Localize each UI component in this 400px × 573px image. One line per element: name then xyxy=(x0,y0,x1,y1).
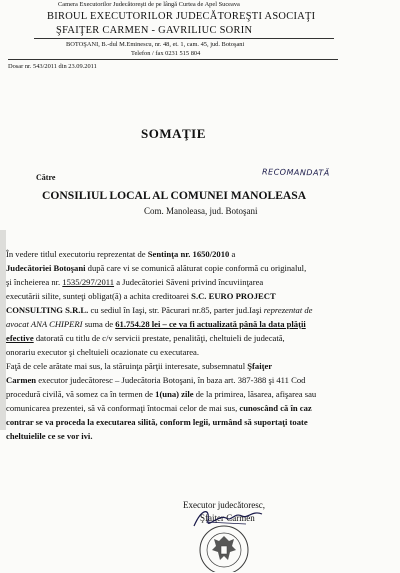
recipient-label: Către xyxy=(36,173,56,182)
deadline: 1(una) zile xyxy=(155,389,194,399)
recipient-address: Com. Manoleasa, jud. Botoşani xyxy=(144,206,258,216)
conclusion-number: 1535/297/2011 xyxy=(62,277,115,287)
text: În vedere titlul executoriu reprezentat de xyxy=(6,249,148,259)
header-address: BOTOŞANI, B.-dul M.Eminescu, nr. 48, et. 1, cam. 45, jud. Botoşani xyxy=(66,41,245,48)
p1-line-4 xyxy=(6,291,276,301)
p2-line-1 xyxy=(6,361,272,371)
header-office: BIROUL EXECUTORILOR JUDECĂTOREŞTI ASOCIAŢI xyxy=(47,11,316,22)
executor-name-cont: Carmen xyxy=(6,375,37,385)
p1-line-2 xyxy=(6,263,306,273)
text: de la primirea, lăsarea, afişarea sau xyxy=(193,389,317,399)
text: comunicarea prezentei, să vă conformaţi întocmai celor de mai sus, xyxy=(6,403,240,413)
p1-line-7 xyxy=(6,333,285,343)
executor-name: Şfaiţer xyxy=(247,361,273,371)
signature-name: Şfaiţer Carmen xyxy=(200,513,255,523)
text: a Judecătoriei Săveni privind încuviinţarea xyxy=(114,277,264,287)
creditor-name: S.C. EURO PROJECT xyxy=(191,291,276,301)
text: suma de xyxy=(82,319,116,329)
text: executării silite, sunteţi obligat(ă) a achita creditoarei xyxy=(6,291,192,301)
recipient-name: CONSILIUL LOCAL AL COMUNEI MANOLEASA xyxy=(42,189,307,202)
text: a xyxy=(229,249,236,259)
text: după care vi se comunică alăturat copie conformă cu originalul, xyxy=(85,263,307,273)
p1-line-3 xyxy=(6,277,263,287)
lawyer-name: avocat ANA CHIPERI xyxy=(6,319,83,329)
header-names: ŞFAIŢER CARMEN - GAVRILIUC SORIN xyxy=(56,25,253,36)
p2-line-4 xyxy=(6,403,312,413)
text: cu sediul în Iaşi, str. Păcurari nr.85, parter jud.Iaşi xyxy=(88,305,264,315)
p2-line-6: cheltuielile ce se vor ivi. xyxy=(6,431,93,441)
official-seal-icon xyxy=(196,522,252,572)
header-rule-2 xyxy=(8,59,338,60)
document-title: SOMAŢIE xyxy=(141,126,206,141)
p2-line-2 xyxy=(6,375,305,385)
warning: cunoscând că în caz xyxy=(239,403,312,413)
p1-line-5 xyxy=(6,305,313,315)
p1-line-8: onorariu executor şi cheltuieli ocazionate cu executarea. xyxy=(6,347,200,357)
header-phone: Telefon / fax 0231 515 804 xyxy=(131,50,201,57)
scan-margin-shadow xyxy=(0,230,6,430)
handwritten-recommended: RECOMANDATĂ xyxy=(261,167,330,178)
p1-line-1 xyxy=(6,249,235,259)
text: executor judecătoresc – Judecătoria Botoşani, în baza art. 387-388 şi 411 Cod xyxy=(36,375,306,385)
text: procedură civilă, vă somez ca în termen de xyxy=(6,389,156,399)
dosar-number: Dosar nr. 543/2011 din 23.09.2011 xyxy=(8,63,97,70)
p2-line-5: contrar se va proceda la executarea silită, conform legii, urmând să suportaţi toate xyxy=(6,417,308,427)
text: şi încheierea nr. xyxy=(6,277,63,287)
p1-line-6 xyxy=(6,319,306,329)
text: Faţă de cele arătate mai sus, la stăruinţa părţii interesate, subsemnatul xyxy=(6,361,248,371)
text: efective xyxy=(6,333,34,343)
header-chamber: Camera Executorilor Judecătoreşti de pe lângă Curtea de Apel Suceava xyxy=(58,1,240,8)
creditor-name-cont: CONSULTING S.R.L. xyxy=(6,305,89,315)
p2-line-3 xyxy=(6,389,316,399)
amount: 61.754.28 lei – ce va fi actualizată până la data plăţii xyxy=(115,319,306,329)
sentence-ref: Sentinţa nr. 1650/2010 xyxy=(147,249,230,259)
signature-title: Executor judecătoresc, xyxy=(183,500,265,510)
text: reprezentat de xyxy=(263,305,313,315)
text: datorată cu titlu de c/v servicii prestate, penalităţi, cheltuieli de judecată, xyxy=(33,333,285,343)
header-rule xyxy=(34,38,334,39)
court-ref: Judecătoriei Botoşani xyxy=(6,263,86,273)
